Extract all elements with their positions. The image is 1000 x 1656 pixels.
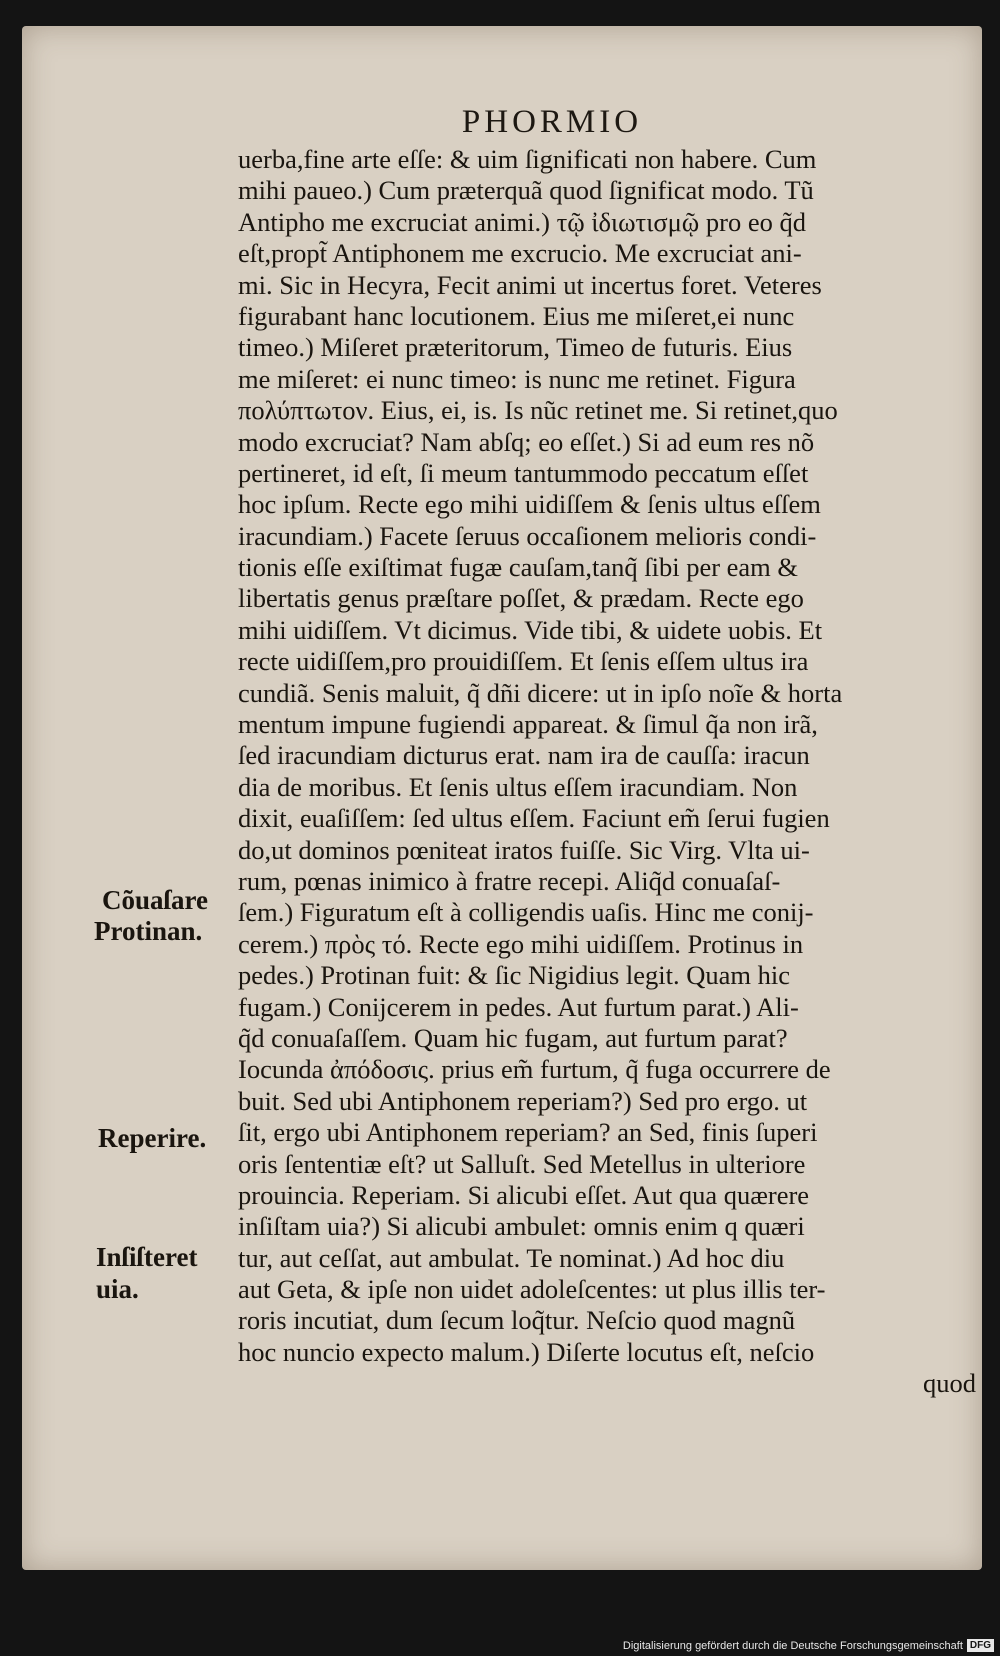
text-line: aut Geta, & ipſe non uidet adoleſcentes: ut plus illis ter- — [238, 1274, 826, 1305]
digitization-credit — [623, 1639, 994, 1652]
text-line: pedes.) Protinan fuit: & ſic Nigidius legit. Quam hic — [238, 960, 790, 991]
text-line: rum, pœnas inimico à fratre recepi. Aliq̃d conuaſaſ- — [238, 865, 781, 896]
text-line: ſit, ergo ubi Antiphonem reperiam? an Sed, finis ſuperi — [238, 1117, 818, 1148]
text-line: tionis eſſe exiſtimat fugæ cauſam,tanq̃ ſibi per eam & — [238, 552, 799, 583]
text-line: tur, aut ceſſat, aut ambulat. Te nominat.) Ad hoc diu — [238, 1242, 785, 1273]
text-line: uerba,fine arte eſſe: & uim ſignificati non habere. Cum — [238, 144, 817, 174]
text-line: figurabant hanc locutionem. Eius me miſeret,ei nunc — [238, 300, 795, 331]
text-line: recte uidiſſem,pro prouidiſſem. Et ſenis eſſem ultus ira — [238, 646, 809, 677]
text-line: ſed iracundiam dicturus erat. nam ira de cauſſa: iracun — [238, 740, 810, 771]
text-line: dia de moribus. Et ſenis ultus eſſem iracundiam. Non — [238, 771, 798, 802]
text-line: buit. Sed ubi Antiphonem reperiam?) Sed pro ergo. ut — [238, 1085, 808, 1116]
text-line: iracundiam.) Facete ſeruus occaſionem melioris condi- — [238, 520, 817, 551]
text-line: oris ſententiæ eſt? ut Salluſt. Sed Metellus in ulteriore — [238, 1148, 806, 1179]
text-line: eſt,propt̃ Antiphonem me excrucio. Me excruciat ani- — [238, 238, 802, 269]
margin-gloss-insisteret: Inſiſteret — [96, 1242, 198, 1272]
margin-gloss-reperire: Reperire. — [98, 1123, 207, 1153]
text-line: πολύπτωτον. Eius, ei, is. Is nũc retinet me. Si retinet,quo — [238, 395, 838, 426]
text-line: prouincia. Reperiam. Si alicubi eſſet. Aut qua quærere — [238, 1179, 810, 1210]
text-line: hoc ipſum. Recte ego mihi uidiſſem & ſenis ultus eſſem — [238, 489, 821, 520]
text-line: hoc nuncio expecto malum.) Diſerte locutus eſt, neſcio — [238, 1336, 815, 1367]
text-line: mi. Sic in Hecyra, Fecit animi ut incertus foret. Veteres — [238, 269, 822, 300]
dfg-logo: DFG — [967, 1639, 994, 1652]
text-line: me miſeret: ei nunc timeo: is nunc me retinet. Figura — [238, 363, 796, 394]
body-text — [238, 144, 976, 1400]
text-line: fugam.) Conijcerem in pedes. Aut furtum parat.) Ali- — [238, 991, 799, 1022]
text-line: quod — [923, 1368, 976, 1399]
margin-gloss-uia: uia. — [96, 1274, 139, 1304]
credit-text: Digitalisierung gefördert durch die Deutsche Forschungsgemeinschaft — [622, 1639, 963, 1652]
margin-gloss-protinan: Protinan. — [94, 916, 203, 946]
margin-gloss-conuasare: Cõuaſare — [102, 885, 208, 915]
text-line: do,ut dominos pœniteat iratos fuiſſe. Sic Virg. Vlta ui- — [238, 834, 810, 865]
text-line: cerem.) πρὸς τό. Recte ego mihi uidiſſem. Protinus in — [238, 928, 804, 959]
text-line: Antipho me excruciat animi.) τῷ ἰδιωτισμῷ pro eo q̃d — [238, 206, 806, 237]
text-line: q̃d conuaſaſſem. Quam hic fugam, aut furtum parat? — [238, 1022, 788, 1053]
text-line: mihi uidiſſem. Vt dicimus. Vide tibi, & uidete uobis. Et — [238, 614, 823, 645]
text-line: Iocunda ἀπόδοσις. prius em̃ furtum, q̃ fuga occurrere de — [238, 1054, 831, 1085]
text-line: roris incutiat, dum ſecum loq̃tur. Neſcio quod magnũ — [238, 1305, 796, 1336]
text-line: pertineret, id eſt, ſi meum tantummodo peccatum eſſet — [238, 457, 809, 488]
text-line: mihi paueo.) Cum præterquã quod ſignificat modo. Tũ — [238, 175, 814, 206]
text-line: timeo.) Miſeret præteritorum, Timeo de futuris. Eius — [238, 332, 793, 363]
text-line: libertatis genus præſtare poſſet, & prædam. Recte ego — [238, 583, 804, 614]
book-page — [22, 26, 982, 1570]
text-line: ſem.) Figuratum eſt à colligendis uaſis. Hinc me conij- — [238, 897, 814, 928]
text-line: modo excruciat? Nam abſq; eo eſſet.) Si ad eum res nõ — [238, 426, 815, 457]
text-line: inſiſtam uia?) Si alicubi ambulet: omnis enim q quæri — [238, 1211, 805, 1242]
text-line: dixit, euaſiſſem: ſed ultus eſſem. Faciunt em̃ ſerui fugien — [238, 803, 830, 834]
text-line: mentum impune fugiendi appareat. & ſimul q̃a non irã, — [238, 709, 818, 740]
running-header: PHORMIO — [461, 104, 643, 140]
text-line: cundiã. Senis maluit, q̃ dñi dicere: ut in ipſo noĩe & horta — [238, 677, 843, 708]
